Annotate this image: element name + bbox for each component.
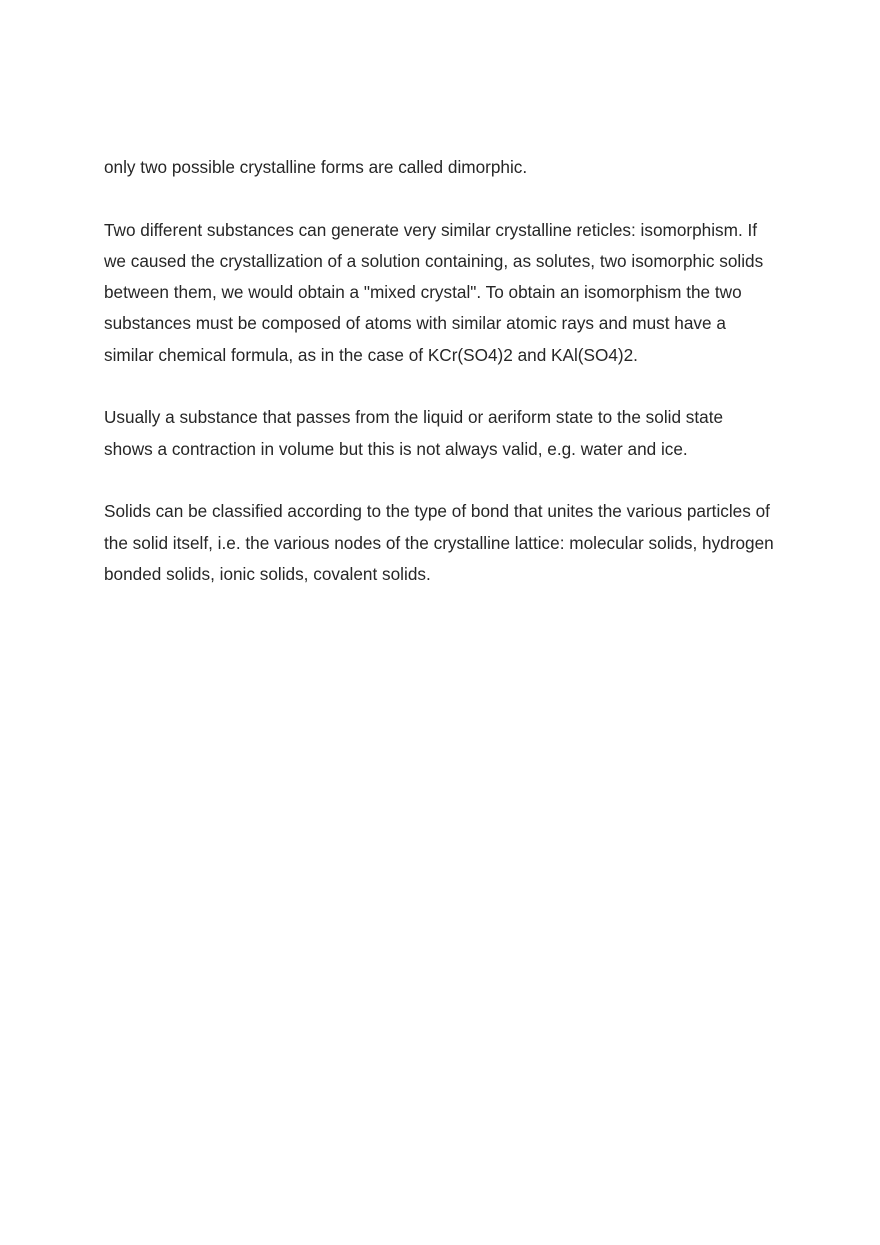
text-line: the solid itself, i.e. the various nodes of the crystalline lattice: molecular solids, hydrogen bbox=[104, 532, 774, 553]
paragraph-dimorphic bbox=[104, 152, 794, 183]
text-line: similar chemical formula, as in the case of KCr(SO4)2 and KAl(SO4)2. bbox=[104, 344, 638, 365]
text-line: shows a contraction in volume but this is not always valid, e.g. water and ice. bbox=[104, 438, 688, 459]
text-line: Two different substances can generate very similar crystalline reticles: isomorphism. If bbox=[104, 219, 758, 240]
text-line: Usually a substance that passes from the liquid or aeriform state to the solid state bbox=[104, 407, 724, 428]
paragraph-contraction bbox=[104, 402, 794, 465]
document-body bbox=[104, 152, 794, 621]
text-line: Solids can be classified according to the type of bond that unites the various particles of bbox=[104, 501, 770, 522]
text-line: bonded solids, ionic solids, covalent solids. bbox=[104, 563, 431, 584]
text-line: between them, we would obtain a "mixed crystal". To obtain an isomorphism the two bbox=[104, 282, 742, 303]
text-line: we caused the crystallization of a solution containing, as solutes, two isomorphic solids bbox=[104, 250, 764, 271]
text-line: only two possible crystalline forms are called dimorphic. bbox=[104, 157, 528, 177]
text-line: substances must be composed of atoms with similar atomic rays and must have a bbox=[104, 313, 726, 334]
paragraph-isomorphism bbox=[104, 215, 794, 371]
paragraph-solids-classification bbox=[104, 496, 794, 590]
